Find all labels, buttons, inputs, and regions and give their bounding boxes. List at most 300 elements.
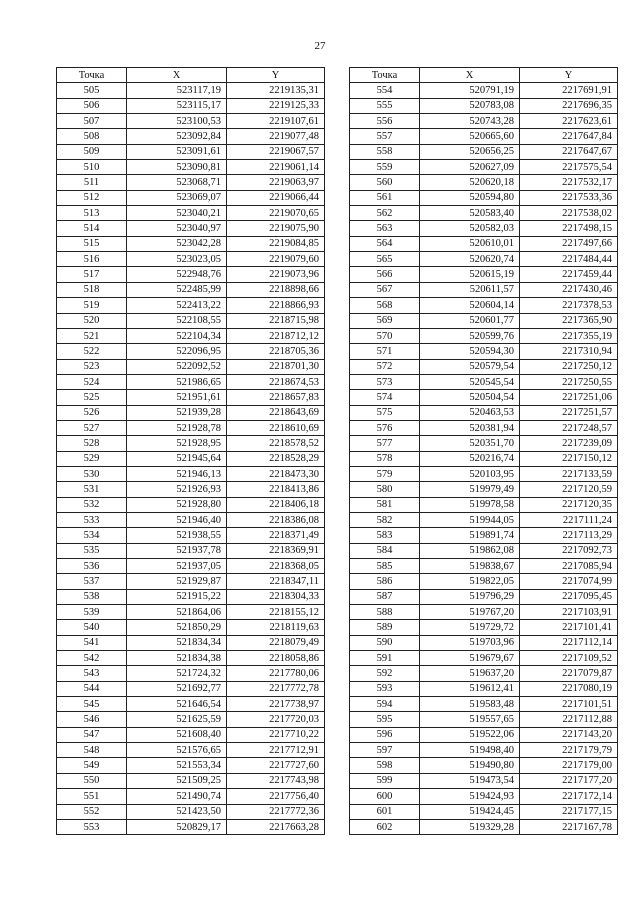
table-row — [57, 512, 325, 527]
y-coordinate-cell: 2217250,12 — [520, 359, 618, 374]
table-row — [350, 466, 618, 481]
table-row — [57, 574, 325, 589]
y-coordinate-cell: 2217430,46 — [520, 282, 618, 297]
y-coordinate-cell: 2218578,52 — [227, 436, 325, 451]
point-number-cell: 513 — [57, 206, 127, 221]
y-coordinate-cell: 2219061,14 — [227, 160, 325, 175]
point-number-cell: 527 — [57, 420, 127, 435]
point-number-cell: 565 — [350, 252, 420, 267]
point-number-cell: 561 — [350, 190, 420, 205]
x-coordinate-cell: 520829,17 — [127, 819, 227, 834]
y-coordinate-cell: 2217691,91 — [520, 83, 618, 98]
y-coordinate-cell: 2219077,48 — [227, 129, 325, 144]
table-row — [350, 282, 618, 297]
table-row — [57, 83, 325, 98]
y-coordinate-cell: 2217772,36 — [227, 804, 325, 819]
x-coordinate-cell: 520611,57 — [420, 282, 520, 297]
x-coordinate-cell: 519424,45 — [420, 804, 520, 819]
y-coordinate-cell: 2217111,24 — [520, 512, 618, 527]
y-coordinate-cell: 2217143,20 — [520, 727, 618, 742]
x-coordinate-cell: 519329,28 — [420, 819, 520, 834]
point-number-cell: 550 — [57, 773, 127, 788]
point-number-cell: 520 — [57, 313, 127, 328]
table-row — [57, 773, 325, 788]
point-number-cell: 558 — [350, 144, 420, 159]
y-coordinate-cell: 2217365,90 — [520, 313, 618, 328]
point-number-cell: 573 — [350, 374, 420, 389]
x-coordinate-cell: 521692,77 — [127, 681, 227, 696]
y-coordinate-cell: 2218368,05 — [227, 559, 325, 574]
x-coordinate-cell: 521608,40 — [127, 727, 227, 742]
point-number-cell: 549 — [57, 758, 127, 773]
x-coordinate-cell: 519838,67 — [420, 559, 520, 574]
y-coordinate-cell: 2217112,14 — [520, 635, 618, 650]
x-coordinate-cell: 520783,08 — [420, 98, 520, 113]
x-coordinate-cell: 520610,01 — [420, 236, 520, 251]
y-coordinate-cell: 2217538,02 — [520, 206, 618, 221]
x-coordinate-cell: 519583,48 — [420, 697, 520, 712]
x-coordinate-cell: 520594,80 — [420, 190, 520, 205]
y-coordinate-cell: 2217085,94 — [520, 559, 618, 574]
point-number-cell: 508 — [57, 129, 127, 144]
table-row — [350, 451, 618, 466]
table-row — [350, 635, 618, 650]
x-coordinate-cell: 523042,28 — [127, 236, 227, 251]
point-number-cell: 555 — [350, 98, 420, 113]
x-coordinate-cell: 519767,20 — [420, 605, 520, 620]
table-row — [57, 144, 325, 159]
point-number-cell: 538 — [57, 589, 127, 604]
table-row — [350, 114, 618, 129]
table-row — [350, 359, 618, 374]
x-coordinate-cell: 522108,55 — [127, 313, 227, 328]
table-row — [350, 543, 618, 558]
x-coordinate-cell: 521946,40 — [127, 512, 227, 527]
point-number-cell: 526 — [57, 405, 127, 420]
point-number-cell: 519 — [57, 298, 127, 313]
y-coordinate-cell: 2218712,12 — [227, 328, 325, 343]
column-header-point: Точка — [57, 68, 127, 83]
x-coordinate-cell: 519522,06 — [420, 727, 520, 742]
x-coordinate-cell: 521423,50 — [127, 804, 227, 819]
x-coordinate-cell: 520620,74 — [420, 252, 520, 267]
point-number-cell: 530 — [57, 466, 127, 481]
x-coordinate-cell: 519796,29 — [420, 589, 520, 604]
page-number: 27 — [314, 40, 326, 52]
table-row — [57, 190, 325, 205]
y-coordinate-cell: 2217532,17 — [520, 175, 618, 190]
point-number-cell: 559 — [350, 160, 420, 175]
y-coordinate-cell: 2219073,96 — [227, 267, 325, 282]
coordinates-table-left — [56, 67, 325, 835]
point-number-cell: 545 — [57, 697, 127, 712]
table-row — [350, 436, 618, 451]
x-coordinate-cell: 520791,19 — [420, 83, 520, 98]
y-coordinate-cell: 2217355,19 — [520, 328, 618, 343]
x-coordinate-cell: 522092,52 — [127, 359, 227, 374]
x-coordinate-cell: 519891,74 — [420, 528, 520, 543]
y-coordinate-cell: 2218155,12 — [227, 605, 325, 620]
y-coordinate-cell: 2217109,52 — [520, 651, 618, 666]
y-coordinate-cell: 2217172,14 — [520, 789, 618, 804]
y-coordinate-cell: 2217647,67 — [520, 144, 618, 159]
y-coordinate-cell: 2219067,57 — [227, 144, 325, 159]
point-number-cell: 540 — [57, 620, 127, 635]
point-number-cell: 585 — [350, 559, 420, 574]
table-row — [350, 681, 618, 696]
table-row — [350, 405, 618, 420]
y-coordinate-cell: 2217101,41 — [520, 620, 618, 635]
point-number-cell: 534 — [57, 528, 127, 543]
x-coordinate-cell: 521937,78 — [127, 543, 227, 558]
table-row — [350, 589, 618, 604]
y-coordinate-cell: 2217498,15 — [520, 221, 618, 236]
y-coordinate-cell: 2217696,35 — [520, 98, 618, 113]
point-number-cell: 529 — [57, 451, 127, 466]
x-coordinate-cell: 519679,67 — [420, 651, 520, 666]
y-coordinate-cell: 2218705,36 — [227, 344, 325, 359]
table-row — [350, 819, 618, 834]
table-row — [350, 804, 618, 819]
x-coordinate-cell: 521928,80 — [127, 497, 227, 512]
y-coordinate-cell: 2217074,99 — [520, 574, 618, 589]
table-row — [350, 160, 618, 175]
column-header-x: X — [127, 68, 227, 83]
point-number-cell: 594 — [350, 697, 420, 712]
y-coordinate-cell: 2217484,44 — [520, 252, 618, 267]
table-row — [57, 451, 325, 466]
point-number-cell: 587 — [350, 589, 420, 604]
table-row — [57, 160, 325, 175]
point-number-cell: 580 — [350, 482, 420, 497]
table-row — [350, 83, 618, 98]
y-coordinate-cell: 2218347,11 — [227, 574, 325, 589]
point-number-cell: 602 — [350, 819, 420, 834]
table-row — [57, 206, 325, 221]
table-row — [57, 819, 325, 834]
point-number-cell: 554 — [350, 83, 420, 98]
x-coordinate-cell: 521928,95 — [127, 436, 227, 451]
x-coordinate-cell: 522096,95 — [127, 344, 227, 359]
y-coordinate-cell: 2218304,33 — [227, 589, 325, 604]
y-coordinate-cell: 2217663,28 — [227, 819, 325, 834]
x-coordinate-cell: 520615,19 — [420, 267, 520, 282]
table-row — [350, 175, 618, 190]
point-number-cell: 582 — [350, 512, 420, 527]
table-row — [57, 114, 325, 129]
y-coordinate-cell: 2218413,86 — [227, 482, 325, 497]
x-coordinate-cell: 521625,59 — [127, 712, 227, 727]
point-number-cell: 548 — [57, 743, 127, 758]
y-coordinate-cell: 2219135,31 — [227, 83, 325, 98]
point-number-cell: 556 — [350, 114, 420, 129]
point-number-cell: 547 — [57, 727, 127, 742]
y-coordinate-cell: 2217092,73 — [520, 543, 618, 558]
point-number-cell: 576 — [350, 420, 420, 435]
x-coordinate-cell: 521834,38 — [127, 651, 227, 666]
x-coordinate-cell: 522413,22 — [127, 298, 227, 313]
point-number-cell: 541 — [57, 635, 127, 650]
x-coordinate-cell: 521490,74 — [127, 789, 227, 804]
y-coordinate-cell: 2218473,30 — [227, 466, 325, 481]
y-coordinate-cell: 2217727,60 — [227, 758, 325, 773]
y-coordinate-cell: 2217772,78 — [227, 681, 325, 696]
x-coordinate-cell: 520743,28 — [420, 114, 520, 129]
x-coordinate-cell: 522948,76 — [127, 267, 227, 282]
column-header-y: Y — [520, 68, 618, 83]
x-coordinate-cell: 521646,54 — [127, 697, 227, 712]
table-row — [57, 651, 325, 666]
point-number-cell: 562 — [350, 206, 420, 221]
point-number-cell: 571 — [350, 344, 420, 359]
x-coordinate-cell: 521928,78 — [127, 420, 227, 435]
point-number-cell: 553 — [57, 819, 127, 834]
point-number-cell: 600 — [350, 789, 420, 804]
point-number-cell: 514 — [57, 221, 127, 236]
x-coordinate-cell: 523040,21 — [127, 206, 227, 221]
point-number-cell: 577 — [350, 436, 420, 451]
y-coordinate-cell: 2217103,91 — [520, 605, 618, 620]
x-coordinate-cell: 520620,18 — [420, 175, 520, 190]
table-row — [57, 559, 325, 574]
table-row — [350, 129, 618, 144]
table-row — [350, 605, 618, 620]
table-row — [350, 697, 618, 712]
table-row — [350, 666, 618, 681]
y-coordinate-cell: 2219066,44 — [227, 190, 325, 205]
y-coordinate-cell: 2217177,20 — [520, 773, 618, 788]
x-coordinate-cell: 521724,32 — [127, 666, 227, 681]
point-number-cell: 574 — [350, 390, 420, 405]
point-number-cell: 507 — [57, 114, 127, 129]
table-row — [350, 313, 618, 328]
x-coordinate-cell: 520582,03 — [420, 221, 520, 236]
x-coordinate-cell: 521946,13 — [127, 466, 227, 481]
table-header-row — [57, 68, 325, 83]
y-coordinate-cell: 2218079,49 — [227, 635, 325, 650]
x-coordinate-cell: 521929,87 — [127, 574, 227, 589]
table-row — [57, 175, 325, 190]
y-coordinate-cell: 2219125,33 — [227, 98, 325, 113]
point-number-cell: 581 — [350, 497, 420, 512]
y-coordinate-cell: 2217712,91 — [227, 743, 325, 758]
point-number-cell: 589 — [350, 620, 420, 635]
point-number-cell: 560 — [350, 175, 420, 190]
table-row — [57, 98, 325, 113]
table-row — [57, 635, 325, 650]
point-number-cell: 521 — [57, 328, 127, 343]
y-coordinate-cell: 2217120,59 — [520, 482, 618, 497]
table-row — [350, 651, 618, 666]
table-row — [57, 374, 325, 389]
column-header-x: X — [420, 68, 520, 83]
table-row — [350, 743, 618, 758]
x-coordinate-cell: 521915,22 — [127, 589, 227, 604]
point-number-cell: 510 — [57, 160, 127, 175]
y-coordinate-cell: 2218866,93 — [227, 298, 325, 313]
x-coordinate-cell: 523092,84 — [127, 129, 227, 144]
x-coordinate-cell: 520627,09 — [420, 160, 520, 175]
table-row — [350, 528, 618, 543]
table-row — [57, 328, 325, 343]
table-row — [57, 236, 325, 251]
x-coordinate-cell: 520665,60 — [420, 129, 520, 144]
x-coordinate-cell: 519822,05 — [420, 574, 520, 589]
point-number-cell: 528 — [57, 436, 127, 451]
point-number-cell: 539 — [57, 605, 127, 620]
x-coordinate-cell: 519557,65 — [420, 712, 520, 727]
x-coordinate-cell: 522485,99 — [127, 282, 227, 297]
point-number-cell: 509 — [57, 144, 127, 159]
point-number-cell: 591 — [350, 651, 420, 666]
point-number-cell: 590 — [350, 635, 420, 650]
point-number-cell: 563 — [350, 221, 420, 236]
point-number-cell: 532 — [57, 497, 127, 512]
y-coordinate-cell: 2217150,12 — [520, 451, 618, 466]
table-row — [57, 528, 325, 543]
point-number-cell: 524 — [57, 374, 127, 389]
y-coordinate-cell: 2217251,57 — [520, 405, 618, 420]
table-row — [350, 482, 618, 497]
y-coordinate-cell: 2218528,29 — [227, 451, 325, 466]
point-number-cell: 505 — [57, 83, 127, 98]
point-number-cell: 596 — [350, 727, 420, 742]
table-row — [350, 98, 618, 113]
x-coordinate-cell: 521938,55 — [127, 528, 227, 543]
x-coordinate-cell: 521939,28 — [127, 405, 227, 420]
y-coordinate-cell: 2217738,97 — [227, 697, 325, 712]
y-coordinate-cell: 2219079,60 — [227, 252, 325, 267]
x-coordinate-cell: 520381,94 — [420, 420, 520, 435]
x-coordinate-cell: 519612,41 — [420, 681, 520, 696]
table-row — [57, 789, 325, 804]
table-row — [350, 727, 618, 742]
y-coordinate-cell: 2217575,54 — [520, 160, 618, 175]
y-coordinate-cell: 2217248,57 — [520, 420, 618, 435]
x-coordinate-cell: 521926,93 — [127, 482, 227, 497]
point-number-cell: 516 — [57, 252, 127, 267]
table-row — [57, 298, 325, 313]
table-row — [57, 405, 325, 420]
point-number-cell: 536 — [57, 559, 127, 574]
table-row — [57, 221, 325, 236]
y-coordinate-cell: 2217179,79 — [520, 743, 618, 758]
point-number-cell: 599 — [350, 773, 420, 788]
y-coordinate-cell: 2217710,22 — [227, 727, 325, 742]
y-coordinate-cell: 2217756,40 — [227, 789, 325, 804]
x-coordinate-cell: 520656,25 — [420, 144, 520, 159]
y-coordinate-cell: 2218715,98 — [227, 313, 325, 328]
y-coordinate-cell: 2218643,69 — [227, 405, 325, 420]
point-number-cell: 566 — [350, 267, 420, 282]
point-number-cell: 535 — [57, 543, 127, 558]
table-row — [350, 221, 618, 236]
point-number-cell: 523 — [57, 359, 127, 374]
point-number-cell: 557 — [350, 129, 420, 144]
point-number-cell: 546 — [57, 712, 127, 727]
table-row — [350, 620, 618, 635]
table-row — [350, 144, 618, 159]
point-number-cell: 522 — [57, 344, 127, 359]
x-coordinate-cell: 523090,81 — [127, 160, 227, 175]
table-row — [57, 605, 325, 620]
column-header-y: Y — [227, 68, 325, 83]
x-coordinate-cell: 523117,19 — [127, 83, 227, 98]
y-coordinate-cell: 2218058,86 — [227, 651, 325, 666]
y-coordinate-cell: 2217623,61 — [520, 114, 618, 129]
table-row — [57, 697, 325, 712]
y-coordinate-cell: 2217250,55 — [520, 374, 618, 389]
x-coordinate-cell: 519862,08 — [420, 543, 520, 558]
table-row — [57, 758, 325, 773]
point-number-cell: 595 — [350, 712, 420, 727]
point-number-cell: 578 — [350, 451, 420, 466]
table-row — [57, 543, 325, 558]
x-coordinate-cell: 519424,93 — [420, 789, 520, 804]
x-coordinate-cell: 520583,40 — [420, 206, 520, 221]
y-coordinate-cell: 2218701,30 — [227, 359, 325, 374]
table-row — [350, 328, 618, 343]
table-row — [57, 420, 325, 435]
y-coordinate-cell: 2218371,49 — [227, 528, 325, 543]
x-coordinate-cell: 520599,76 — [420, 328, 520, 343]
point-number-cell: 568 — [350, 298, 420, 313]
x-coordinate-cell: 520216,74 — [420, 451, 520, 466]
x-coordinate-cell: 520604,14 — [420, 298, 520, 313]
point-number-cell: 531 — [57, 482, 127, 497]
point-number-cell: 575 — [350, 405, 420, 420]
x-coordinate-cell: 521951,61 — [127, 390, 227, 405]
y-coordinate-cell: 2217497,66 — [520, 236, 618, 251]
y-coordinate-cell: 2217133,59 — [520, 466, 618, 481]
x-coordinate-cell: 519490,80 — [420, 758, 520, 773]
y-coordinate-cell: 2217239,09 — [520, 436, 618, 451]
y-coordinate-cell: 2218406,18 — [227, 497, 325, 512]
x-coordinate-cell: 520601,77 — [420, 313, 520, 328]
y-coordinate-cell: 2217378,53 — [520, 298, 618, 313]
table-row — [57, 589, 325, 604]
table-row — [350, 374, 618, 389]
table-row — [350, 252, 618, 267]
table-row — [57, 666, 325, 681]
x-coordinate-cell: 519978,58 — [420, 497, 520, 512]
table-row — [350, 190, 618, 205]
point-number-cell: 542 — [57, 651, 127, 666]
x-coordinate-cell: 519729,72 — [420, 620, 520, 635]
y-coordinate-cell: 2217310,94 — [520, 344, 618, 359]
x-coordinate-cell: 520504,54 — [420, 390, 520, 405]
table-row — [57, 390, 325, 405]
x-coordinate-cell: 520463,53 — [420, 405, 520, 420]
x-coordinate-cell: 521576,65 — [127, 743, 227, 758]
x-coordinate-cell: 523091,61 — [127, 144, 227, 159]
x-coordinate-cell: 521553,34 — [127, 758, 227, 773]
table-row — [350, 390, 618, 405]
point-number-cell: 551 — [57, 789, 127, 804]
table-row — [57, 804, 325, 819]
point-number-cell: 511 — [57, 175, 127, 190]
y-coordinate-cell: 2217113,29 — [520, 528, 618, 543]
point-number-cell: 586 — [350, 574, 420, 589]
table-row — [57, 252, 325, 267]
coordinates-table-right — [349, 67, 618, 835]
point-number-cell: 567 — [350, 282, 420, 297]
point-number-cell: 506 — [57, 98, 127, 113]
x-coordinate-cell: 519473,54 — [420, 773, 520, 788]
x-coordinate-cell: 520579,54 — [420, 359, 520, 374]
point-number-cell: 512 — [57, 190, 127, 205]
y-coordinate-cell: 2217533,36 — [520, 190, 618, 205]
